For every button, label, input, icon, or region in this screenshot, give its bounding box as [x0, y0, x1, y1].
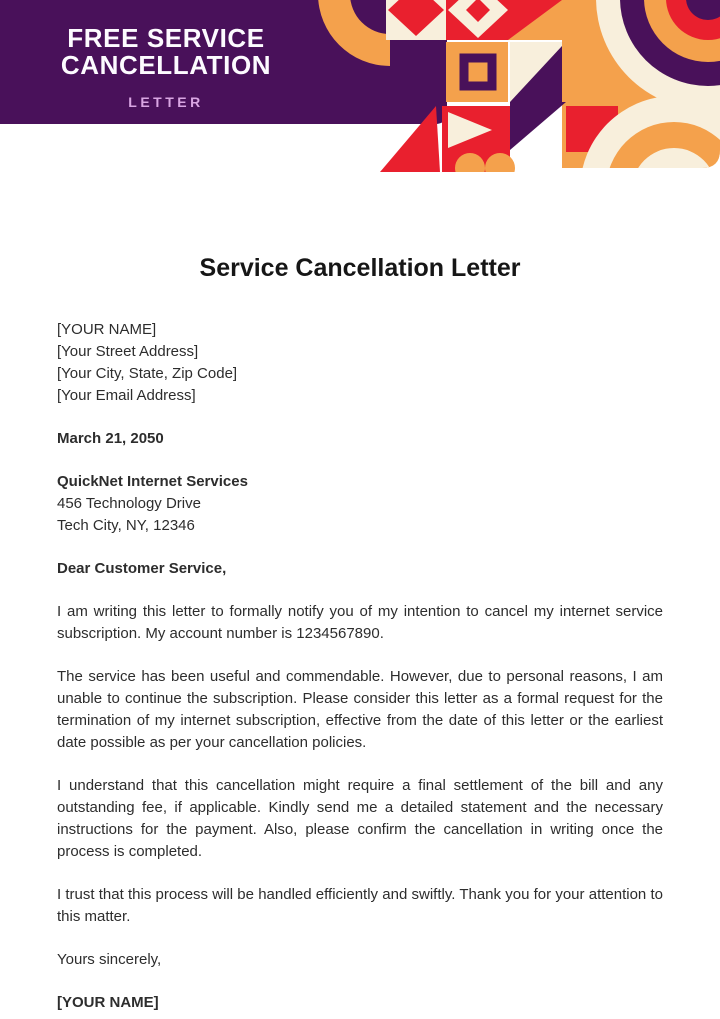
sender-address-block — [57, 319, 663, 407]
header-title — [6, 25, 326, 79]
header-banner-text — [6, 25, 326, 110]
paragraph-intent: I am writing this letter to formally notify you of my intention to cancel my internet service subscription. My account number is 1234567890. — [57, 603, 663, 642]
signature-name: [YOUR NAME] — [57, 994, 159, 1011]
header-title-line2: CANCELLATION — [60, 50, 272, 80]
letter-body — [0, 254, 720, 1014]
template-header — [0, 0, 720, 172]
sender-street-address: [Your Street Address] — [57, 343, 199, 360]
letter-title: Service Cancellation Letter — [199, 254, 521, 282]
recipient-address-line1: 456 Technology Drive — [57, 495, 201, 512]
recipient-address-line2: Tech City, NY, 12346 — [57, 517, 195, 534]
letter-date: March 21, 2050 — [57, 430, 164, 447]
salutation: Dear Customer Service, — [57, 560, 227, 577]
recipient-name: QuickNet Internet Services — [57, 473, 248, 490]
recipient-address-block — [57, 471, 663, 537]
sender-name: [YOUR NAME] — [57, 321, 157, 338]
paragraph-request: The service has been useful and commendable. However, due to personal reasons, I am unable to continue the subscription. Please consider this letter as a formal request for the termination of my internet subscription, effective from the date of this letter or the earliest date possible as per your cancellation policies. — [57, 668, 663, 751]
sender-email: [Your Email Address] — [57, 387, 196, 404]
paragraph-thanks: I trust that this process will be handled efficiently and swiftly. Thank you for your attention to this matter. — [57, 886, 663, 925]
paragraph-settlement: I understand that this cancellation might require a final settlement of the bill and any outstanding fee, if applicable. Kindly send me a detailed statement and the necessary instructions for the payment. Also, please confirm the cancellation in writing once the process is completed. — [57, 777, 663, 860]
header-subtitle: LETTER — [128, 94, 204, 110]
header-title-line1: FREE SERVICE — [67, 23, 265, 53]
sender-city-state-zip: [Your City, State, Zip Code] — [57, 365, 238, 382]
closing: Yours sincerely, — [57, 951, 162, 968]
